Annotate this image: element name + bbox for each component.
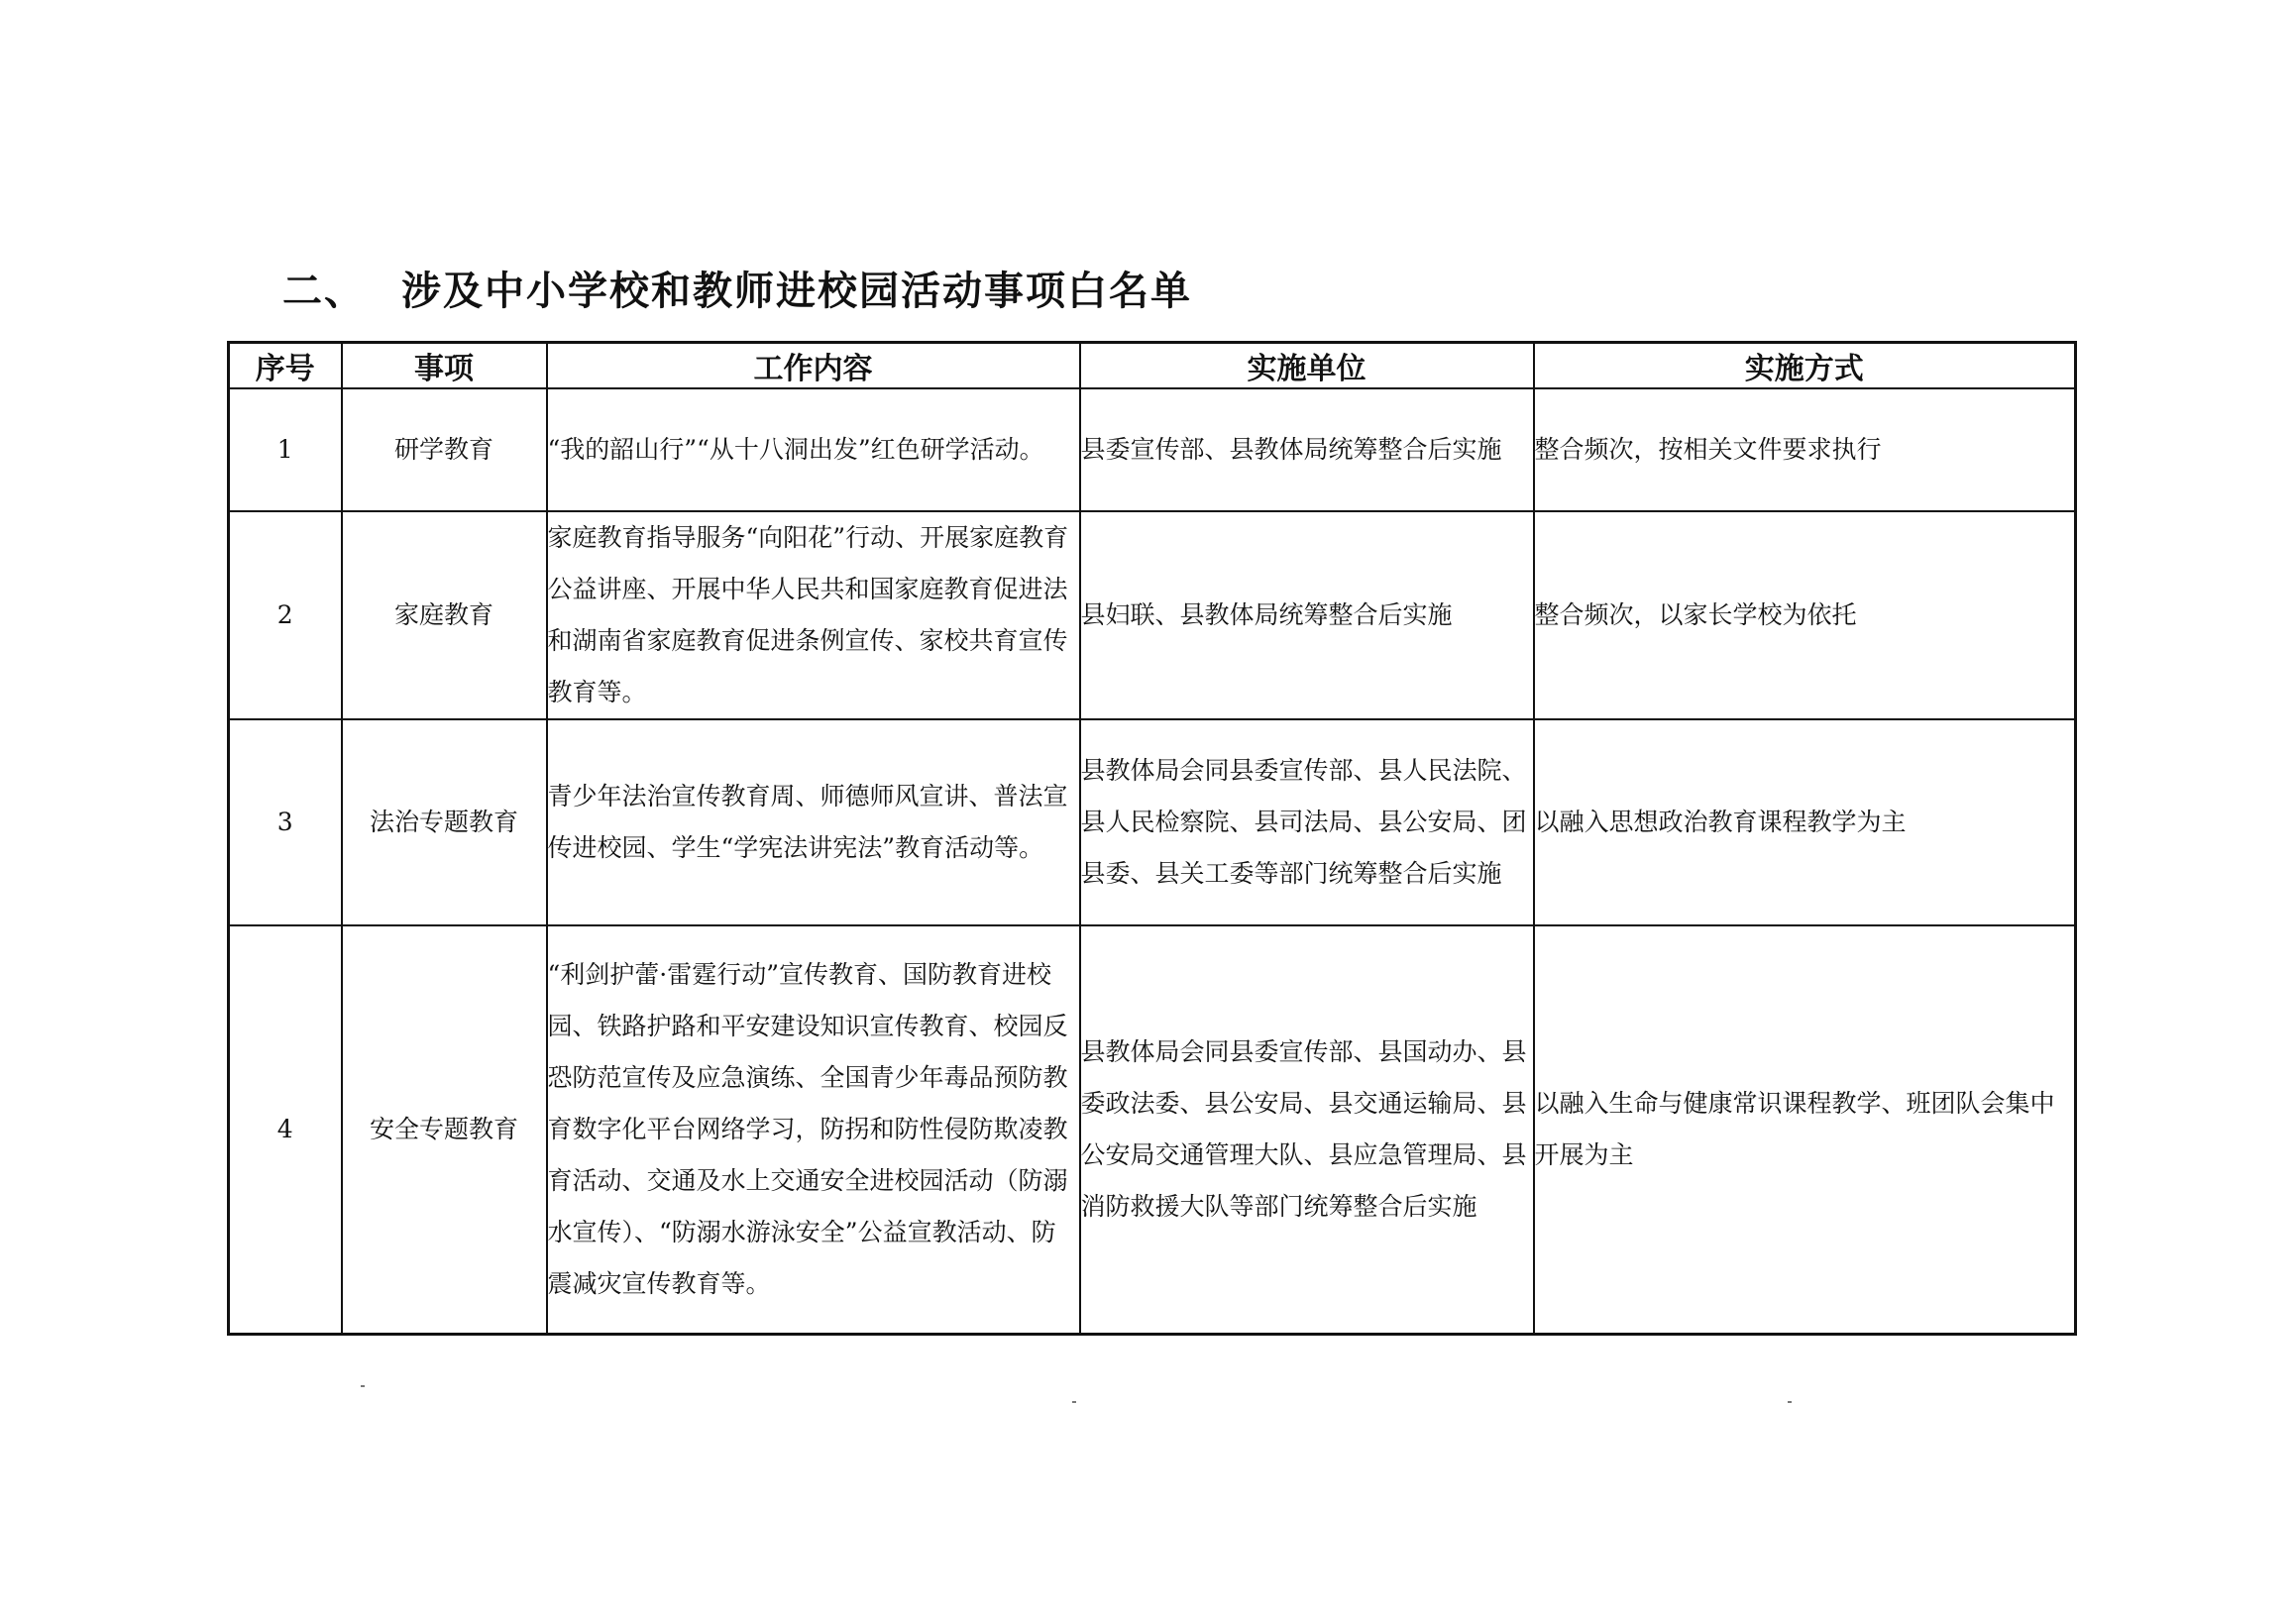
row-unit: [1080, 925, 1534, 1335]
section-number: 二、: [282, 269, 366, 314]
table-row: [229, 388, 2076, 511]
row-item: 法治专题教育: [342, 719, 547, 925]
row-unit-text: 县教体局会同县委宣传部、县人民法院、县人民检察院、县司法局、县公安局、团县委、县关工委等部门统筹整合后实施: [1080, 756, 1527, 888]
section-heading: [282, 260, 1192, 316]
row-item: 家庭教育: [342, 511, 547, 719]
row-content-text: “利剑护蕾·雷霆行动”宣传教育、国防教育进校园、铁路护路和平安建设知识宣传教育、校园反恐防范宣传及应急演练、全国青少年毒品预防教育数字化平台网络学习，防拐和防性侵防欺凌教育活动、交通及水上交通安全进校园活动（防溺水宣传）、“防溺水游泳安全”公益宣教活动、防震减灾宣传教育等。: [547, 960, 1068, 1298]
row-unit-text: 县委宣传部、县教体局统筹整合后实施: [1080, 435, 1502, 464]
header-item: 事项: [342, 343, 547, 389]
row-unit-text: 县妇联、县教体局统筹整合后实施: [1080, 600, 1453, 629]
row-content-text: 家庭教育指导服务“向阳花”行动、开展家庭教育公益讲座、开展中华人民共和国家庭教育促进法和湖南省家庭教育促进条例宣传、家校共育宣传教育等。: [547, 523, 1069, 706]
section-title: 涉及中小学校和教师进校园活动事项白名单: [401, 269, 1192, 314]
table-row: [229, 719, 2076, 925]
table-header-row: [229, 343, 2076, 389]
row-content: [547, 511, 1080, 719]
row-method: [1534, 388, 2076, 511]
row-number: 1: [229, 388, 342, 511]
row-item: 研学教育: [342, 388, 547, 511]
header-no: 序号: [229, 343, 342, 389]
row-unit-text: 县教体局会同县委宣传部、县国动办、县委政法委、县公安局、县交通运输局、县公安局交通管理大队、县应急管理局、县消防救援大队等部门统筹整合后实施: [1080, 1037, 1527, 1221]
row-method-text: 以融入思想政治教育课程教学为主: [1534, 808, 1907, 836]
row-unit: [1080, 511, 1534, 719]
row-method-text: 整合频次，按相关文件要求执行: [1534, 435, 1882, 464]
row-number: 4: [229, 925, 342, 1335]
row-content: [547, 719, 1080, 925]
row-number: 2: [229, 511, 342, 719]
header-unit: 实施单位: [1080, 343, 1534, 389]
row-unit: [1080, 388, 1534, 511]
row-method: [1534, 925, 2076, 1335]
row-content-text: 青少年法治宣传教育周、师德师风宣讲、普法宣传进校园、学生“学宪法讲宪法”教育活动等。: [547, 782, 1068, 862]
row-method-text: 整合频次，以家长学校为依托: [1534, 600, 1857, 629]
row-content-text: “我的韶山行”“从十八洞出发”红色研学活动。: [547, 435, 1044, 464]
row-item: 安全专题教育: [342, 925, 547, 1335]
row-method-text: 以融入生命与健康常识课程教学、班团队会集中开展为主: [1534, 1089, 2055, 1169]
row-number: 3: [229, 719, 342, 925]
row-content: [547, 388, 1080, 511]
row-content: [547, 925, 1080, 1335]
row-unit: [1080, 719, 1534, 925]
row-method: [1534, 719, 2076, 925]
header-content: 工作内容: [547, 343, 1080, 389]
row-method: [1534, 511, 2076, 719]
whitelist-table: [227, 341, 2077, 1336]
scan-speck: [1788, 1401, 1792, 1403]
scan-speck: [361, 1385, 365, 1387]
header-method: 实施方式: [1534, 343, 2076, 389]
table-row: [229, 511, 2076, 719]
scan-speck: [1072, 1401, 1076, 1403]
table-row: [229, 925, 2076, 1335]
